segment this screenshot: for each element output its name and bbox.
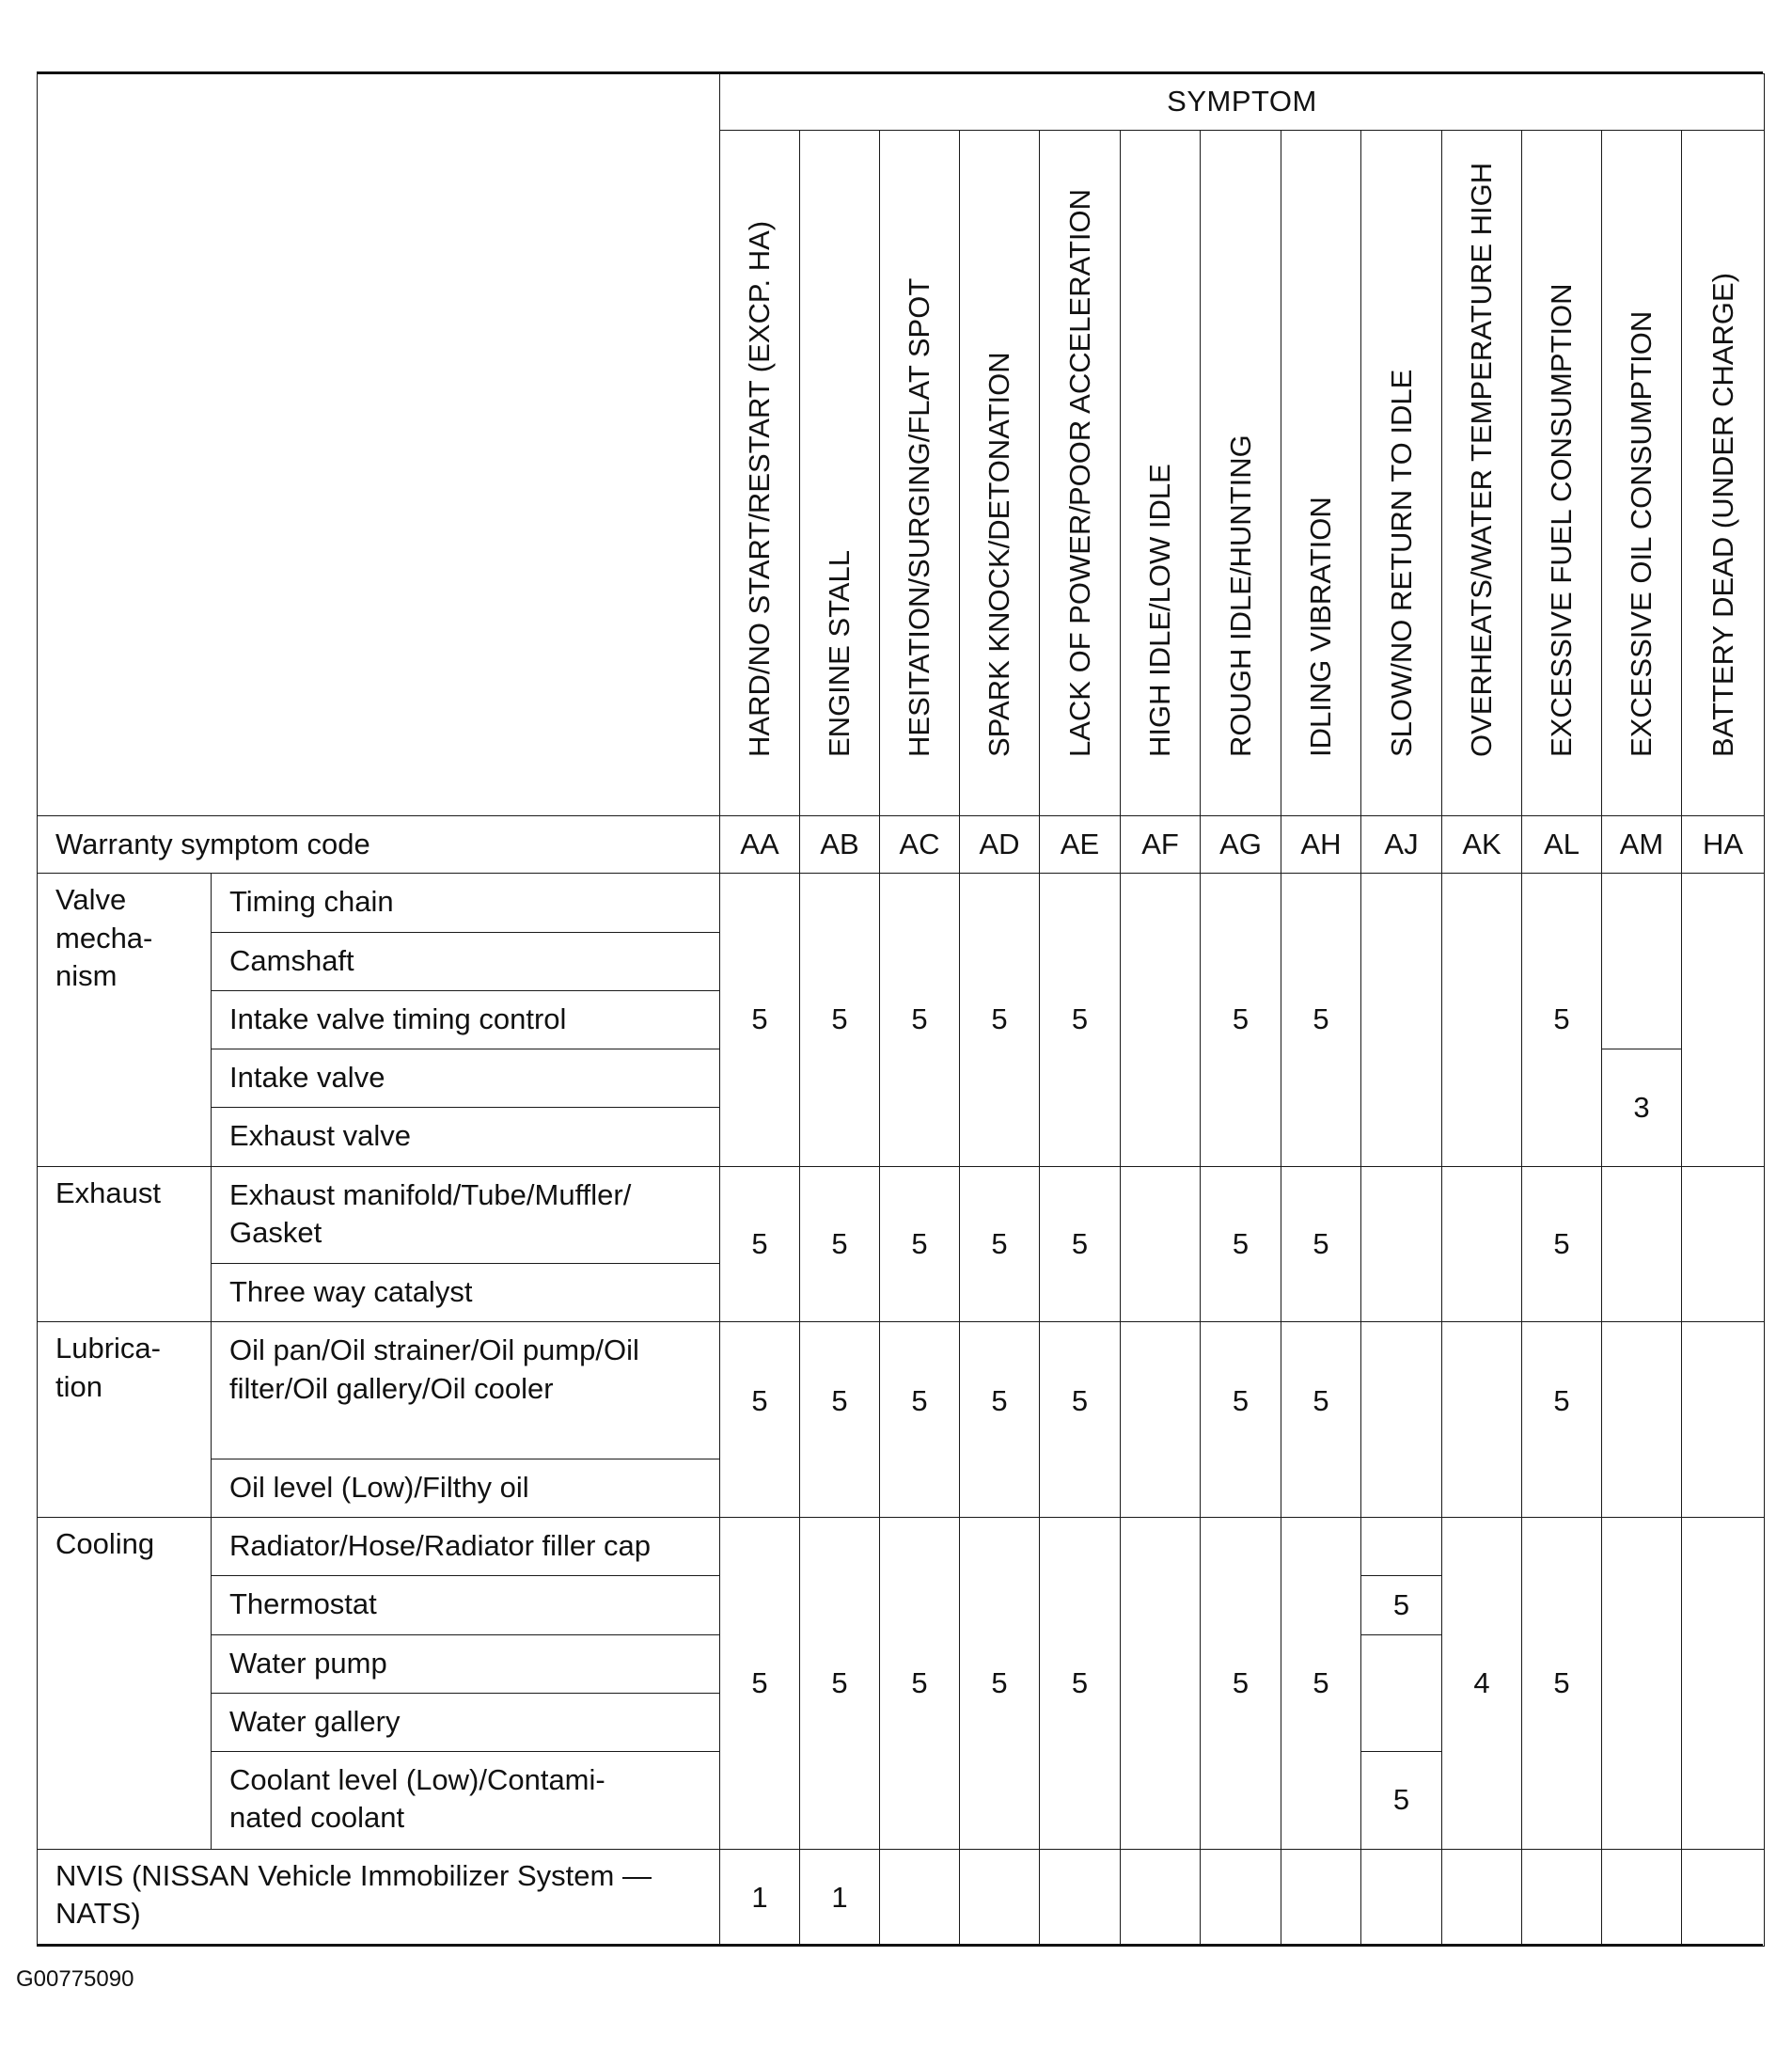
value-cell: 5 [1040,1322,1121,1518]
component-camshaft: Camshaft [212,932,720,990]
diagnosis-chart [37,73,1763,1947]
code-cell: AJ [1361,816,1442,874]
category-cooling: Cooling [38,1518,212,1849]
symptom-col-aj [1361,131,1442,816]
warranty-code-label: Warranty symptom code [38,816,720,874]
symptom-col-al [1522,131,1602,816]
component-intake-valve: Intake valve [212,1049,720,1108]
value-cell [1682,874,1765,1166]
code-cell: AG [1201,816,1281,874]
value-cell [1442,874,1522,1166]
value-cell [1682,1518,1765,1849]
symptom-label: ENGINE STALL [822,549,856,757]
top-border [37,71,1763,74]
value-cell: 5 [1281,1166,1361,1322]
value-cell [1361,874,1442,1166]
value-cell: 5 [1361,1576,1442,1634]
symptom-label: EXCESSIVE FUEL CONSUMPTION [1544,283,1578,757]
code-cell: AM [1602,816,1682,874]
value-cell: 5 [1522,874,1602,1166]
value-cell [1602,874,1682,1049]
symptom-label: SLOW/NO RETURN TO IDLE [1384,369,1418,757]
value-cell: 5 [720,874,800,1166]
component-oil-pan: Oil pan/Oil strainer/Oil pump/Oil filter/Oil gallery/Oil cooler [212,1322,720,1459]
value-cell [1040,1849,1121,1946]
value-cell [1361,1634,1442,1752]
value-cell: 5 [720,1322,800,1518]
value-cell: 5 [1281,874,1361,1166]
value-cell [1602,1518,1682,1849]
value-cell [1361,1518,1442,1576]
value-cell: 5 [880,1322,960,1518]
code-cell: AA [720,816,800,874]
value-cell [960,1849,1040,1946]
code-cell: AB [800,816,880,874]
symptom-label: ROUGH IDLE/HUNTING [1223,434,1257,757]
value-cell [1602,1849,1682,1946]
value-cell: 5 [1522,1166,1602,1322]
value-cell: 5 [1361,1752,1442,1849]
component-thermostat: Thermostat [212,1576,720,1634]
value-cell: 5 [1522,1518,1602,1849]
value-cell: 5 [960,1166,1040,1322]
figure-id: G00775090 [16,1966,134,1992]
value-cell [1682,1322,1765,1518]
symptom-col-ag [1201,131,1281,816]
component-exhaust-valve: Exhaust valve [212,1108,720,1166]
value-cell [1602,1166,1682,1322]
header-blank [38,74,720,816]
code-cell: AH [1281,816,1361,874]
code-cell: AL [1522,816,1602,874]
symptom-label: EXCESSIVE OIL CONSUMPTION [1624,310,1658,757]
component-exhaust-manifold: Exhaust manifold/Tube/Muffler/ Gasket [212,1166,720,1263]
symptom-col-ah [1281,131,1361,816]
category-nvis: NVIS (NISSAN Vehicle Immobilizer System — NATS) [38,1849,720,1946]
value-cell: 5 [880,874,960,1166]
value-cell [1442,1849,1522,1946]
code-cell: AC [880,816,960,874]
component-water-gallery: Water gallery [212,1693,720,1751]
value-cell [1442,1322,1522,1518]
value-cell: 5 [1201,1518,1281,1849]
component-timing-chain: Timing chain [212,874,720,932]
symptom-header: SYMPTOM [720,74,1765,131]
symptom-col-af [1121,131,1201,816]
value-cell: 5 [1040,1518,1121,1849]
value-cell [1442,1166,1522,1322]
value-cell: 5 [880,1518,960,1849]
category-exhaust: Exhaust [38,1166,212,1322]
value-cell: 5 [1522,1322,1602,1518]
category-lubrication: Lubrica- tion [38,1322,212,1518]
value-cell [1361,1849,1442,1946]
symptom-label: IDLING VIBRATION [1303,497,1337,757]
symptom-label: HIGH IDLE/LOW IDLE [1142,464,1176,757]
code-cell: AD [960,816,1040,874]
value-cell [880,1849,960,1946]
value-cell [1361,1166,1442,1322]
value-cell: 1 [800,1849,880,1946]
value-cell [1121,1322,1201,1518]
symptom-label: OVERHEATS/WATER TEMPERATURE HIGH [1464,162,1498,757]
value-cell: 5 [1040,1166,1121,1322]
value-cell: 5 [1040,874,1121,1166]
value-cell [1121,1849,1201,1946]
code-cell: AK [1442,816,1522,874]
value-cell: 1 [720,1849,800,1946]
value-cell: 4 [1442,1518,1522,1849]
value-cell [1121,1166,1201,1322]
component-coolant-level: Coolant level (Low)/Contami- nated coolant [212,1752,720,1849]
value-cell [1682,1166,1765,1322]
code-cell: HA [1682,816,1765,874]
component-oil-level: Oil level (Low)/Filthy oil [212,1459,720,1517]
symptom-col-ac [880,131,960,816]
value-cell: 5 [720,1166,800,1322]
value-cell: 5 [1201,1166,1281,1322]
value-cell: 3 [1602,1049,1682,1167]
value-cell: 5 [800,1322,880,1518]
value-cell: 5 [960,874,1040,1166]
value-cell: 5 [720,1518,800,1849]
value-cell: 5 [960,1322,1040,1518]
value-cell: 5 [960,1518,1040,1849]
value-cell: 5 [1201,874,1281,1166]
value-cell: 5 [1201,1322,1281,1518]
symptom-label: HESITATION/SURGING/FLAT SPOT [902,277,935,757]
symptom-col-ae [1040,131,1121,816]
category-valve-mechanism: Valve mecha- nism [38,874,212,1166]
symptom-col-ad [960,131,1040,816]
value-cell: 5 [800,874,880,1166]
component-three-way-catalyst: Three way catalyst [212,1264,720,1322]
value-cell [1281,1849,1361,1946]
value-cell: 5 [1281,1322,1361,1518]
value-cell [1121,1518,1201,1849]
symptom-table [37,73,1765,1947]
code-cell: AF [1121,816,1201,874]
symptom-label: BATTERY DEAD (UNDER CHARGE) [1706,272,1739,757]
symptom-label: SPARK KNOCK/DETONATION [982,352,1015,757]
value-cell [1121,874,1201,1166]
value-cell: 5 [800,1518,880,1849]
value-cell [1682,1849,1765,1946]
symptom-col-aa [720,131,800,816]
symptom-col-ha [1682,131,1765,816]
value-cell: 5 [880,1166,960,1322]
symptom-label: HARD/NO START/RESTART (EXCP. HA) [742,220,776,757]
value-cell [1201,1849,1281,1946]
value-cell [1522,1849,1602,1946]
value-cell: 5 [800,1166,880,1322]
component-water-pump: Water pump [212,1634,720,1693]
symptom-col-ab [800,131,880,816]
value-cell: 5 [1281,1518,1361,1849]
value-cell [1602,1322,1682,1518]
bottom-border [37,1944,1763,1947]
value-cell [1361,1322,1442,1518]
symptom-label: LACK OF POWER/POOR ACCELERATION [1062,188,1096,757]
code-cell: AE [1040,816,1121,874]
component-intake-valve-timing-control: Intake valve timing control [212,990,720,1049]
component-radiator: Radiator/Hose/Radiator filler cap [212,1518,720,1576]
symptom-col-ak [1442,131,1522,816]
symptom-col-am [1602,131,1682,816]
